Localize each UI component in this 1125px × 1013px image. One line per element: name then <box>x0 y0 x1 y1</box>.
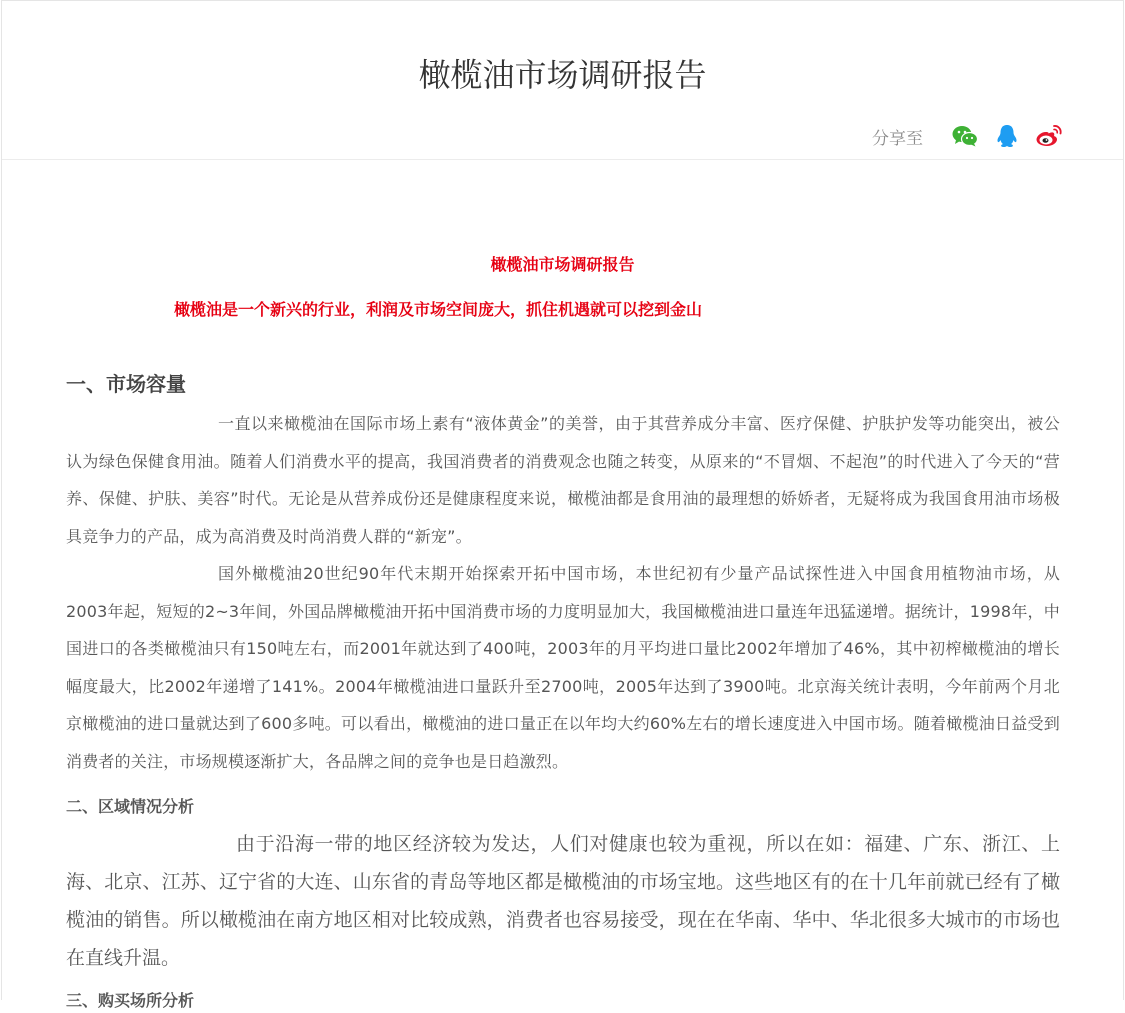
section-heading-market-capacity: 一、市场容量 <box>66 372 186 396</box>
page-header <box>2 1 1123 160</box>
share-bar <box>872 121 1063 151</box>
share-label: 分享至 <box>872 128 923 149</box>
document-red-title: 橄榄油市场调研报告 <box>490 255 635 274</box>
document-red-subtitle: 橄榄油是一个新兴的行业，利润及市场空间庞大，抓住机遇就可以挖到金山 <box>174 300 703 319</box>
document-page <box>1 0 1124 1010</box>
qq-icon[interactable] <box>993 122 1021 150</box>
weibo-icon[interactable] <box>1035 122 1063 150</box>
paragraph-liquid-gold: 一直以来橄榄油在国际市场上素有“液体黄金”的美誉，由于其营养成分丰富、医疗保健、护肤护发等功能突出，被公认为绿色保健食用油。随着人们消费水平的提高，我国消费者的消费观念也随之转变，从原来的“不冒烟、不起泡”的时代进入了今天的“营养、保健、护肤、美容”时代。无论是从营养成份还是健康程度来说，橄榄油都是食用油的最理想的娇娇者，无疑将成为我国食用油市场极具竞争力的产品，成为高消费及时尚消费人群的“新宠”。 <box>66 414 1060 546</box>
wechat-icon[interactable] <box>951 122 979 150</box>
paragraph-import-statistics: 国外橄榄油20世纪90年代末期开始探索开拓中国市场，本世纪初有少量产品试探性进入中国食用植物油市场，从2003年起，短短的2~3年间，外国品牌橄榄油开拓中国消费市场的力度明显加大，我国橄榄油进口量连年迅猛递增。据统计，1998年，中国进口的各类橄榄油只有150吨左右，而2001年就达到了400吨，2003年的月平均进口量比2002年增加了46%，其中初榨橄榄油的增长幅度最大，比2002年递增了141%。2004年橄榄油进口量跃升至2700吨，2005年达到了3900吨。北京海关统计表明，今年前两个月北京橄榄油的进口量就达到了600多吨。可以看出，橄榄油的进口量正在以年均大约60%左右的增长速度进入中国市场。随着橄榄油日益受到消费者的关注，市场规模逐渐扩大，各品牌之间的竞争也是日趋激烈。 <box>66 564 1060 771</box>
section-heading-purchase-places: 三、购买场所分析 <box>66 991 195 1010</box>
section-heading-regional-analysis: 二、区域情况分析 <box>66 797 195 816</box>
paragraph-regional: 由于沿海一带的地区经济较为发达，人们对健康也较为重视，所以在如：福建、广东、浙江、上海、北京、江苏、辽宁省的大连、山东省的青岛等地区都是橄榄油的市场宝地。这些地区有的在十几年前就已经有了橄榄油的销售。所以橄榄油在南方地区相对比较成熟，消费者也容易接受，现在在华南、华中、华北很多大城市的市场也在直线升温。 <box>66 833 1060 969</box>
page-title: 橄榄油市场调研报告 <box>418 56 707 94</box>
